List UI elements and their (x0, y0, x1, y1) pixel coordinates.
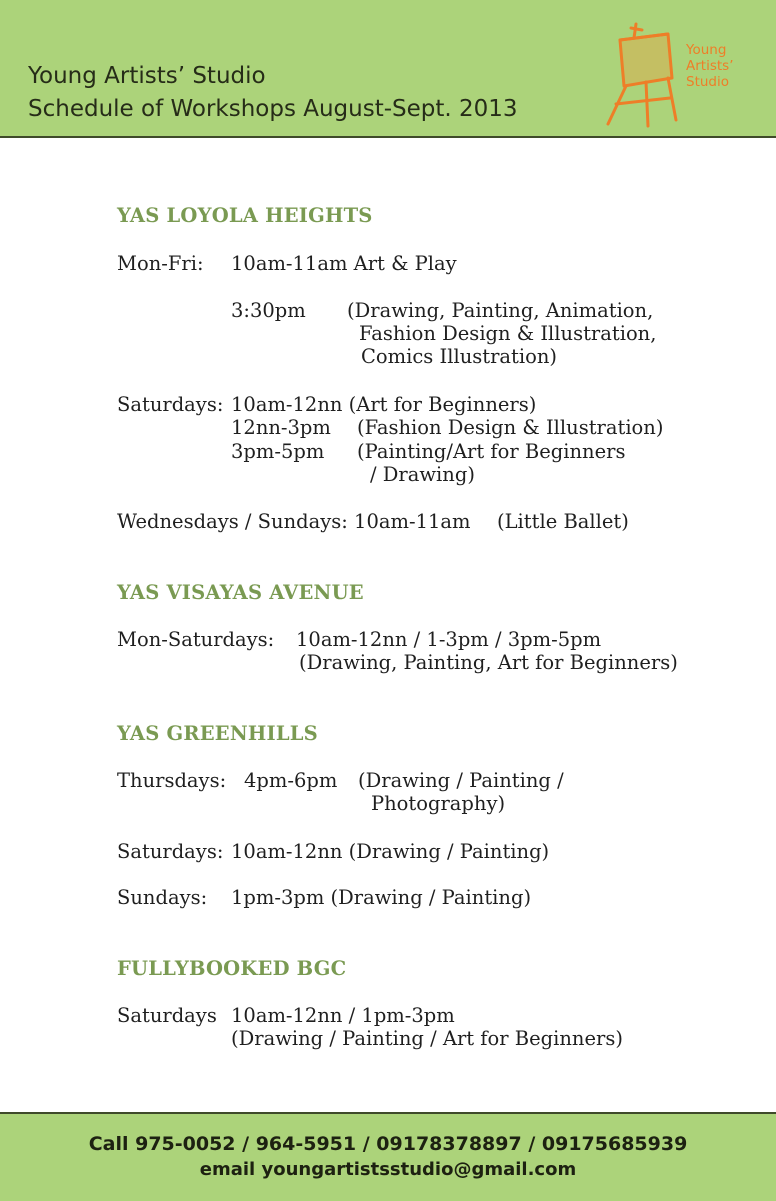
loyola-sat-slot-2: (Fashion Design & Illustration) (357, 416, 664, 439)
greenhills-thu-classes-2: Photography) (371, 792, 506, 815)
loyola-sat-slot-3-time: 3pm-5pm (231, 440, 325, 463)
title-line-studio: Young Artists’ Studio (28, 63, 266, 89)
studio-logo (598, 20, 748, 130)
loyola-sat-slot-3b: / Drawing) (370, 463, 475, 486)
loyola-monfri-day: Mon-Fri: (117, 252, 204, 275)
footer-email: email youngartistsstudio@gmail.com (199, 1159, 577, 1180)
section-title-fullybooked: FULLYBOOKED BGC (117, 957, 347, 980)
loyola-sat-slot-2-time: 12nn-3pm (231, 416, 331, 439)
loyola-sat-slot-3a: (Painting/Art for Beginners (357, 440, 626, 463)
easel-icon (598, 20, 688, 130)
footer-band (0, 1112, 776, 1201)
visayas-times: 10am-12nn / 1-3pm / 3pm-5pm (296, 628, 602, 651)
loyola-wed-sun-day: Wednesdays / Sundays: 10am-11am (117, 510, 471, 533)
visayas-classes: (Drawing, Painting, Art for Beginners) (299, 651, 678, 674)
loyola-sat-day: Saturdays: (117, 393, 224, 416)
logo-word-artists: Artists’ (686, 58, 734, 74)
header-band (0, 0, 776, 138)
page-title (28, 60, 518, 126)
fullybooked-times: 10am-12nn / 1pm-3pm (231, 1004, 455, 1027)
title-line-schedule: Schedule of Workshops August-Sept. 2013 (28, 96, 518, 122)
greenhills-sat-day: Saturdays: (117, 840, 224, 863)
footer-phones: Call 975-0052 / 964-5951 / 09178378897 / 09175685939 (88, 1133, 688, 1155)
loyola-monfri-time: 3:30pm (231, 299, 306, 322)
logo-wordmark (686, 42, 733, 90)
fullybooked-day: Saturdays (117, 1004, 217, 1027)
loyola-monfri-classes-1: (Drawing, Painting, Animation, (347, 299, 654, 322)
loyola-wed-sun-class: (Little Ballet) (497, 510, 629, 533)
greenhills-sat-slot: 10am-12nn (Drawing / Painting) (231, 840, 550, 863)
greenhills-thu-time: 4pm-6pm (244, 769, 338, 792)
loyola-sat-slot-1: 10am-12nn (Art for Beginners) (231, 393, 537, 416)
loyola-monfri-classes-3: Comics Illustration) (361, 345, 558, 368)
greenhills-thu-day: Thursdays: (117, 769, 227, 792)
loyola-monfri-classes-2: Fashion Design & Illustration, (359, 322, 657, 345)
logo-word-young: Young (686, 42, 727, 58)
fullybooked-classes: (Drawing / Painting / Art for Beginners) (231, 1027, 623, 1050)
greenhills-thu-classes-1: (Drawing / Painting / (358, 769, 564, 792)
visayas-day: Mon-Saturdays: (117, 628, 275, 651)
greenhills-sun-slot: 1pm-3pm (Drawing / Painting) (231, 886, 532, 909)
loyola-monfri-art-play: 10am-11am Art & Play (231, 252, 457, 275)
greenhills-sun-day: Sundays: (117, 886, 208, 909)
section-title-loyola: YAS LOYOLA HEIGHTS (117, 204, 373, 227)
logo-word-studio: Studio (686, 74, 729, 90)
section-title-visayas: YAS VISAYAS AVENUE (117, 581, 364, 604)
section-title-greenhills: YAS GREENHILLS (117, 722, 318, 745)
